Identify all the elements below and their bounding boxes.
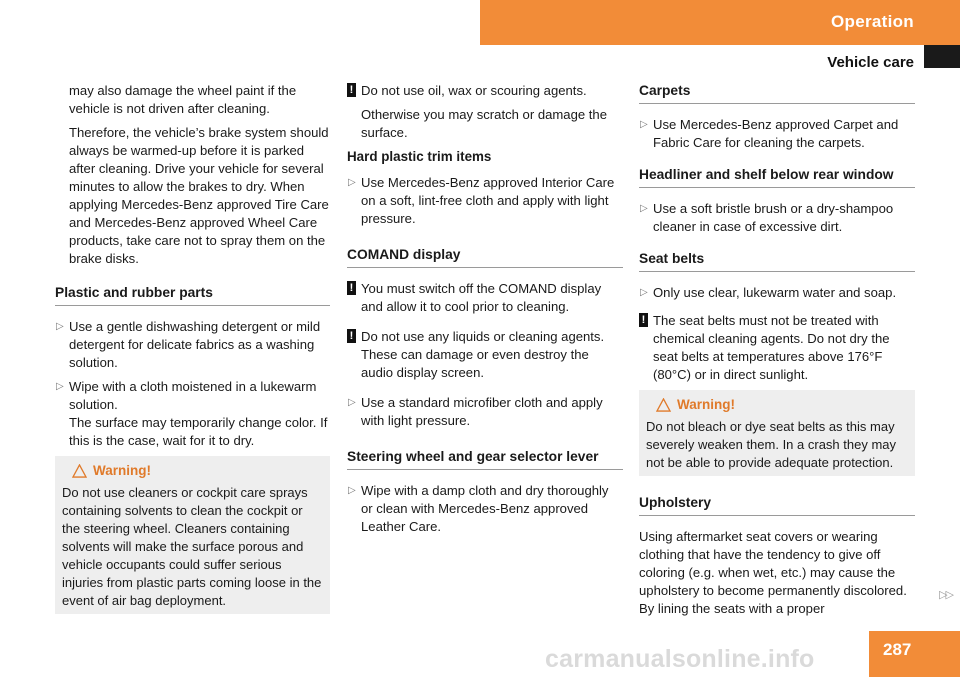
column-3 (639, 82, 915, 624)
caution-icon: ! (347, 329, 356, 343)
paragraph: may also damage the wheel paint if the vehicle is not driven after cleaning. (69, 83, 297, 116)
section-heading-comand: COMAND display (347, 246, 623, 268)
section-tab (480, 0, 960, 45)
caution-icon: ! (347, 83, 356, 97)
bullet-arrow-icon: ▷ (348, 397, 356, 408)
bullet-arrow-icon: ▷ (640, 203, 648, 214)
bullet-arrow-icon: ▷ (56, 381, 64, 392)
list-item: ▷ Use a gentle dishwashing detergent or mild detergent for delicate fabrics as a washing solution. (56, 319, 321, 370)
warning-triangle-icon (72, 464, 87, 478)
thumb-index-marker (924, 45, 960, 68)
bullet-arrow-icon: ▷ (348, 177, 356, 188)
column-2 (347, 82, 623, 542)
column-1 (55, 82, 330, 622)
bullet-arrow-icon: ▷ (348, 485, 356, 496)
section-heading-headliner: Headliner and shelf below rear window (639, 166, 915, 188)
section-heading-steering: Steering wheel and gear selector lever (347, 448, 623, 470)
list-item: ▷ Use Mercedes-Benz approved Interior Care on a soft, lint-free cloth and apply with light pressure. (348, 175, 615, 226)
page-subtitle: Vehicle care (827, 54, 914, 71)
paragraph: Otherwise you may scratch or damage the surface. (361, 107, 607, 140)
section-tab-label: Operation (831, 12, 914, 31)
caution-icon: ! (347, 281, 356, 295)
list-item: ▷ Use a soft bristle brush or a dry-shampoo cleaner in case of excessive dirt. (640, 201, 894, 234)
list-item: ▷ Only use clear, lukewarm water and soap. (640, 285, 897, 300)
caution-note: ! You must switch off the COMAND display and allow it to cool prior to cleaning. (347, 280, 623, 316)
warning-text: Do not use cleaners or cockpit care sprays containing solvents to clean the cockpit or the steering wheel. Cleaners containing solvents will make the surface porous and vehicle occupants could suffer serious injuries from plastic parts coming loose in the event of air bag deployment. (62, 485, 322, 608)
continue-arrows-icon: ▷▷ (939, 589, 952, 601)
list-item: ▷ Use Mercedes-Benz approved Carpet and Fabric Care for cleaning the carpets. (640, 117, 899, 150)
section-heading-upholstery: Upholstery (639, 494, 915, 516)
warning-box (639, 390, 915, 476)
caution-note: ! Do not use any liquids or cleaning agents. These can damage or even destroy the audio display screen. (347, 328, 623, 382)
warning-title: Warning! (646, 396, 908, 414)
watermark: carmanualsonline.info (545, 645, 815, 673)
warning-triangle-icon (656, 398, 671, 412)
caution-note: ! Do not use oil, wax or scouring agents. (347, 82, 623, 100)
section-heading-carpets: Carpets (639, 82, 915, 104)
bullet-arrow-icon: ▷ (56, 321, 64, 332)
section-heading-seat-belts: Seat belts (639, 250, 915, 272)
paragraph: Using aftermarket seat covers or wearing clothing that have the tendency to give off coloring (e.g. when wet, etc.) may cause the upholstery to become permanently discolored. By lining the seats with a proper (639, 529, 907, 616)
list-item: ▷ Use a standard microfiber cloth and apply with light pressure. (348, 395, 603, 428)
bullet-arrow-icon: ▷ (640, 119, 648, 130)
sub-heading-hard-trim: Hard plastic trim items (347, 149, 492, 164)
page-number: 287 (883, 640, 912, 659)
warning-text: Do not bleach or dye seat belts as this may severely weaken them. In a crash they may not be able to provide adequate protection. (646, 419, 897, 470)
page-number-box (869, 631, 960, 677)
section-heading-plastic: Plastic and rubber parts (55, 284, 330, 306)
caution-note: ! The seat belts must not be treated with chemical cleaning agents. Do not dry the seat belts at temperatures above 176°F (80°C) or in direct sunlight. (639, 312, 915, 384)
bullet-arrow-icon: ▷ (640, 287, 648, 298)
warning-box (55, 456, 330, 614)
list-item: ▷ Wipe with a damp cloth and dry thoroughly or clean with Mercedes-Benz approved Leather Care. (348, 483, 609, 534)
paragraph: Therefore, the vehicle’s brake system should always be warmed-up before it is parked after cleaning. Drive your vehicle for several minutes to allow the brakes to dry. When applying Mercedes-Benz approved Tire Care and Mercedes-Benz approved Wheel Care products, take care not to spray them on the brake disks. (69, 125, 329, 266)
caution-icon: ! (639, 313, 648, 327)
list-item: ▷ Wipe with a cloth moistened in a lukewarm solution. The surface may temporarily change color. If this is the case, wait for it to dry. (56, 379, 328, 448)
warning-title: Warning! (62, 462, 323, 480)
